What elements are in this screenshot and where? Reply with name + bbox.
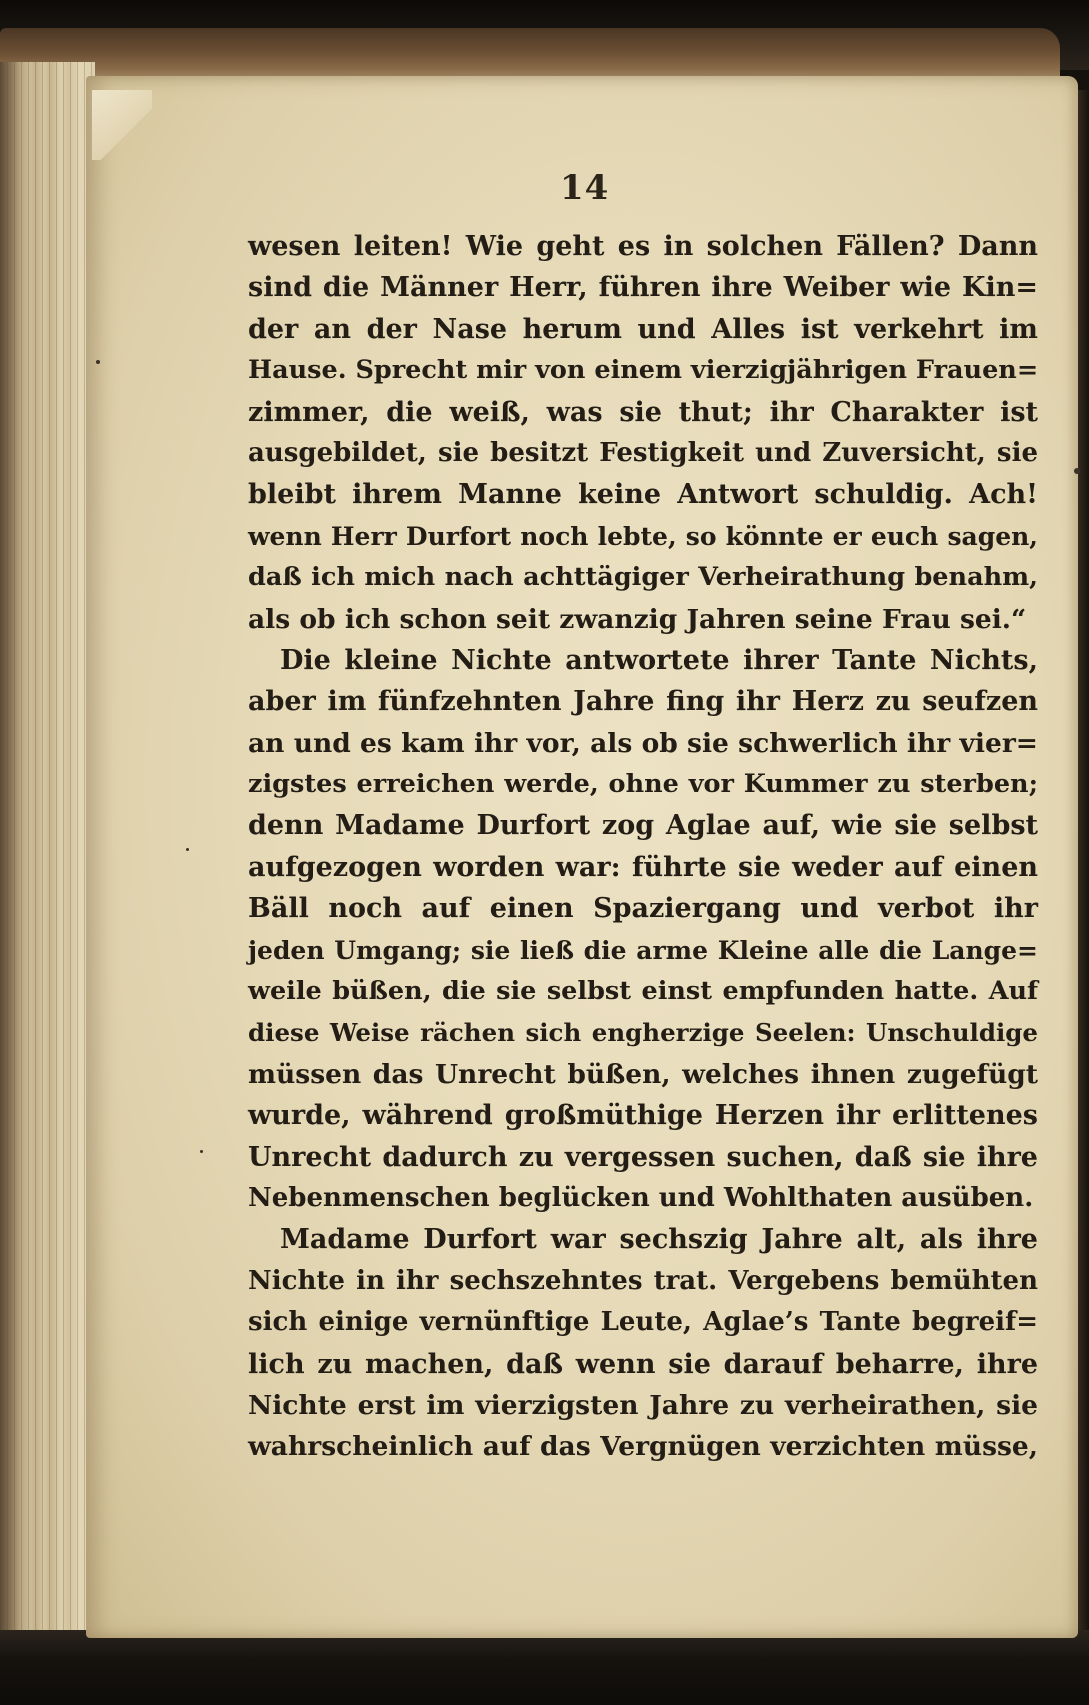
text-line: als ob ich schon seit zwanzig Jahren seine Frau sei.“ <box>248 603 1027 635</box>
text-line: wahrscheinlich auf das Vergnügen verzichten müsse, <box>248 1431 1038 1463</box>
text-line: Madame Durfort war sechszig Jahre alt, als ihre <box>280 1224 1038 1256</box>
text-line: Nebenmenschen beglücken und Wohlthaten ausüben. <box>248 1182 1034 1213</box>
paper-speck <box>1074 468 1080 474</box>
book-cover-edge <box>0 28 1060 80</box>
text-line: daß ich mich nach achttägiger Verheirathung benahm, <box>248 562 1038 593</box>
text-line: ausgebildet, sie besitzt Festigkeit und Zuversicht, sie <box>248 437 1038 468</box>
text-line: wesen leiten! Wie geht es in solchen Fällen? Dann <box>248 231 1038 262</box>
text-line: sind die Männer Herr, führen ihre Weiber wie Kin= <box>248 272 1038 304</box>
text-line: wenn Herr Durfort noch lebte, so könnte er euch sagen, <box>248 521 1038 551</box>
bottom-background <box>0 1630 1089 1705</box>
text-line: jeden Umgang; sie ließ die arme Kleine alle die Lange= <box>248 935 1038 965</box>
page-stack-edges <box>0 62 95 1642</box>
text-line: Unrecht dadurch zu vergessen suchen, daß sie ihre <box>248 1141 1038 1173</box>
text-line: zigstes erreichen werde, ohne vor Kummer zu sterben; <box>248 769 1038 800</box>
text-line: aufgezogen worden war: führte sie weder auf einen <box>248 851 1038 883</box>
text-line: Nichte erst im vierzigsten Jahre zu verheirathen, sie <box>248 1389 1038 1421</box>
text-line: aber im fünfzehnten Jahre fing ihr Herz zu seufzen <box>248 686 1038 718</box>
text-line: Die kleine Nichte antwortete ihrer Tante Nichts, <box>280 644 1038 676</box>
text-line: der an der Nase herum und Alles ist verkehrt im <box>248 313 1038 345</box>
text-line: Bäll noch auf einen Spaziergang und verbot ihr <box>248 893 1038 925</box>
text-line: lich zu machen, daß wenn sie darauf beharre, ihre <box>248 1348 1038 1380</box>
text-line: Nichte in ihr sechszehntes trat. Vergebens bemühten <box>248 1265 1038 1296</box>
text-line: diese Weise rächen sich engherzige Seelen: Unschuldige <box>248 1018 1038 1048</box>
text-line: sich einige vernünftige Leute, Aglae’s Tante begreif= <box>248 1307 1038 1338</box>
text-line: Hause. Sprecht mir von einem vierzigjährigen Frauen= <box>248 355 1039 386</box>
page-text <box>248 226 1038 1468</box>
paper-speck <box>186 848 189 851</box>
paper-speck <box>96 360 100 364</box>
text-line: bleibt ihrem Manne keine Antwort schuldig. Ach! <box>248 479 1038 511</box>
page-number: 14 <box>560 168 610 208</box>
text-line: müssen das Unrecht büßen, welches ihnen zugefügt <box>248 1058 1038 1090</box>
text-line: wurde, während großmüthige Herzen ihr erlittenes <box>248 1100 1038 1132</box>
text-line: denn Madame Durfort zog Aglae auf, wie sie selbst <box>248 810 1038 842</box>
paper-speck <box>200 1150 203 1153</box>
text-line: an und es kam ihr vor, als ob sie schwerlich ihr vier= <box>248 727 1038 759</box>
folded-corner <box>92 90 152 160</box>
text-line: weile büßen, die sie selbst einst empfunden hatte. Auf <box>248 976 1038 1007</box>
text-line: zimmer, die weiß, was sie thut; ihr Charakter ist <box>248 396 1038 428</box>
